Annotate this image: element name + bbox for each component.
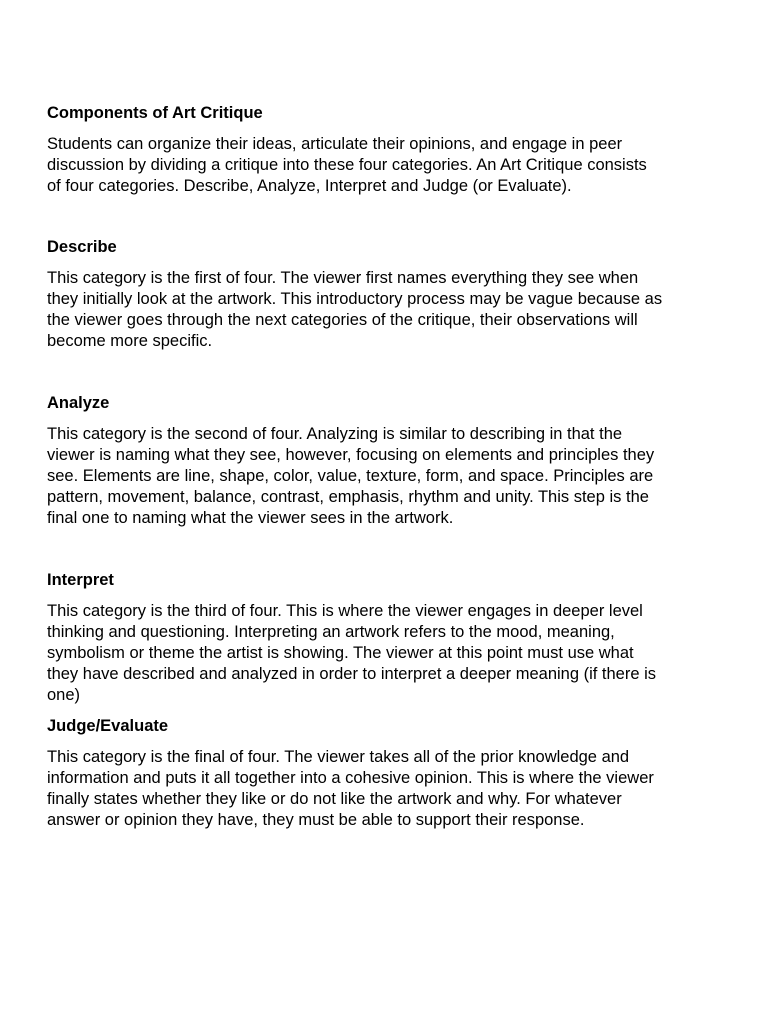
section-body	[47, 747, 737, 831]
body-line: Students can organize their ideas, articulate their opinions, and engage in peer	[47, 135, 623, 153]
body-line: information and puts it all together into a cohesive opinion. This is where the viewer	[47, 769, 654, 787]
body-line: become more specific.	[47, 332, 213, 350]
body-line: This category is the second of four. Analyzing is similar to describing in that the	[47, 425, 623, 443]
body-line: final one to naming what the viewer sees in the artwork.	[47, 509, 454, 527]
section-heading: Interpret	[47, 571, 114, 589]
body-line: they have described and analyzed in order to interpret a deeper meaning (if there is	[47, 665, 657, 683]
body-line: finally states whether they like or do not like the artwork and why. For whatever	[47, 790, 622, 808]
section-judge-evaluate	[47, 716, 737, 831]
body-line: viewer is naming what they see, however, focusing on elements and principles they	[47, 446, 655, 464]
body-line: see. Elements are line, shape, color, value, texture, form, and space. Principles are	[47, 467, 654, 485]
section-heading: Components of Art Critique	[47, 104, 263, 122]
body-line: of four categories. Describe, Analyze, Interpret and Judge (or Evaluate).	[47, 177, 572, 195]
section-body	[47, 424, 737, 529]
body-line: they initially look at the artwork. This introductory process may be vague because as	[47, 290, 663, 308]
body-line: symbolism or theme the artist is showing. The viewer at this point must use what	[47, 644, 634, 662]
body-line: pattern, movement, balance, contrast, emphasis, rhythm and unity. This step is the	[47, 488, 649, 506]
body-line: answer or opinion they have, they must be able to support their response.	[47, 811, 585, 829]
section-interpret	[47, 570, 737, 706]
section-describe	[47, 237, 737, 352]
section-heading: Analyze	[47, 394, 110, 412]
body-line: discussion by dividing a critique into these four categories. An Art Critique consists	[47, 156, 647, 174]
body-line: thinking and questioning. Interpreting an artwork refers to the mood, meaning,	[47, 623, 615, 641]
body-line: the viewer goes through the next categories of the critique, their observations will	[47, 311, 638, 329]
section-body	[47, 601, 737, 706]
section-heading: Judge/Evaluate	[47, 717, 169, 735]
section-analyze	[47, 393, 737, 529]
section-components	[47, 103, 737, 197]
section-body	[47, 134, 737, 197]
body-line: This category is the third of four. This is where the viewer engages in deeper level	[47, 602, 643, 620]
section-body	[47, 268, 737, 352]
body-line: This category is the first of four. The viewer first names everything they see when	[47, 269, 639, 287]
section-heading: Describe	[47, 238, 117, 256]
body-line: This category is the final of four. The viewer takes all of the prior knowledge and	[47, 748, 630, 766]
body-line: one)	[47, 686, 81, 704]
